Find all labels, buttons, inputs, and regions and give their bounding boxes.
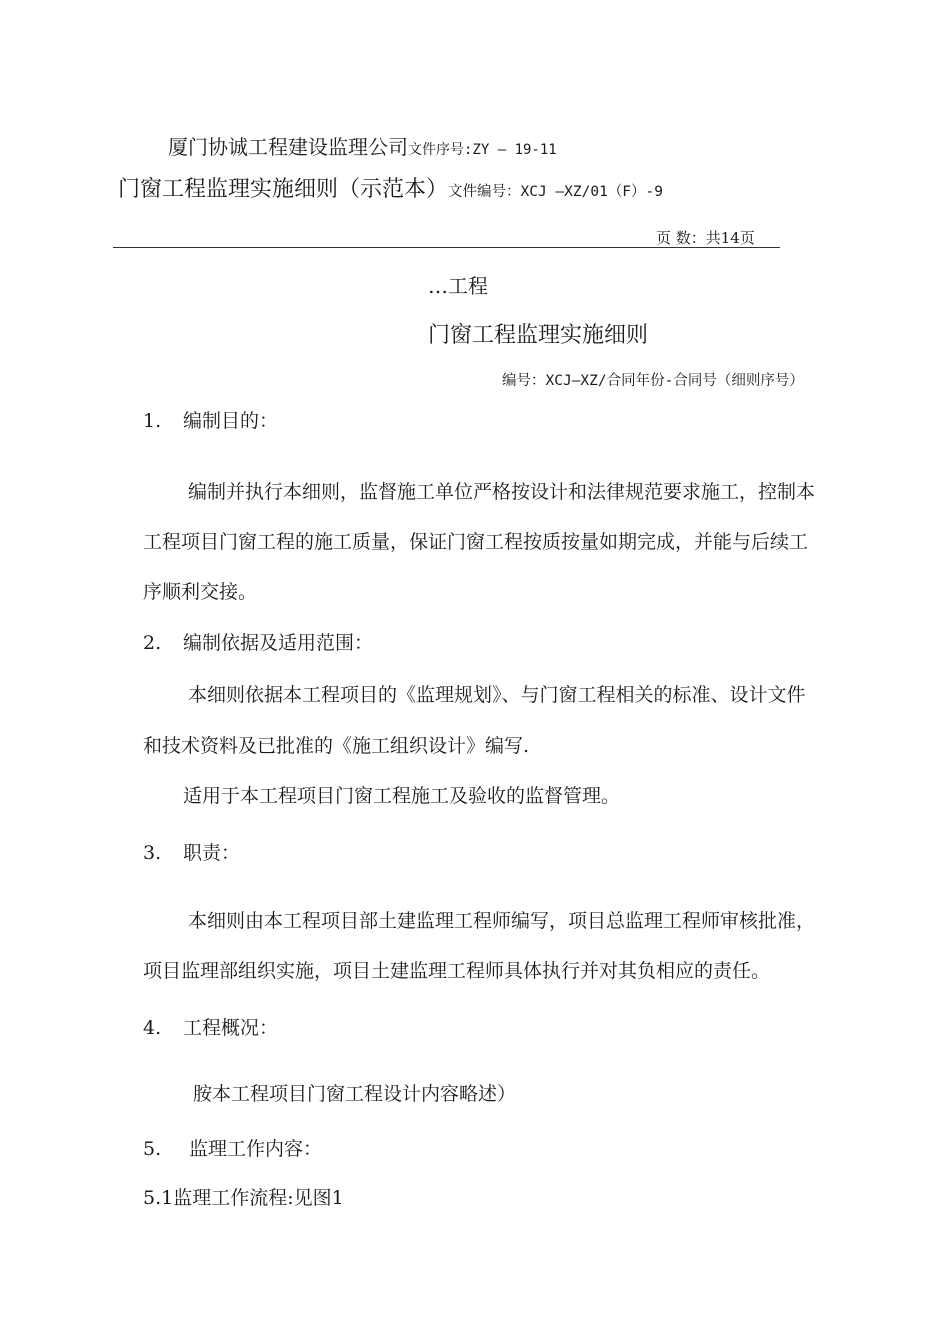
document-code: 编号：XCJ—XZ/合同年份-合同号（细则序号） (502, 373, 804, 389)
section-number: 4. (143, 1017, 162, 1039)
header-line-2 (118, 172, 663, 203)
page-count: 页 数：共14页 (656, 229, 755, 247)
company-name: 厦门协诚工程建设监理公司 (168, 135, 408, 159)
section-4-heading (143, 1013, 278, 1040)
file-sequence-number: 文件序号:ZY — 19-11 (408, 142, 557, 158)
section-2-paragraph-2: 适用于本工程项目门窗工程施工及验收的监督管理。 (183, 785, 621, 807)
section-title: 监理工作内容： (189, 1138, 323, 1160)
section-title: 职责： (183, 842, 241, 864)
section-number: 1. (143, 410, 162, 432)
section-2-paragraph-line-1: 本细则依据本工程项目的《监理规划》、与门窗工程相关的标准、设计文件 (188, 684, 806, 706)
section-5-heading (143, 1134, 322, 1161)
header-line-1 (168, 131, 557, 160)
section-1-paragraph-line-2: 工程项目门窗工程的施工质量，保证门窗工程按质按量如期完成，并能与后续工 (143, 531, 809, 553)
document-title-header: 门窗工程监理实施细则（示范本） (118, 177, 449, 202)
section-1-paragraph-line-1: 编制并执行本细则，监督施工单位严格按设计和法律规范要求施工，控制本 (188, 481, 816, 503)
section-number: 2. (143, 632, 162, 654)
section-number: 5. (143, 1138, 162, 1160)
section-1-heading (143, 406, 278, 433)
section-3-paragraph-line-2: 项目监理部组织实施，项目土建监理工程师具体执行并对其负相应的责任。 (143, 960, 771, 982)
section-2-heading (143, 628, 373, 655)
file-number: 文件编号：XCJ —XZ/01（F）-9 (448, 184, 664, 200)
document-title: 门窗工程监理实施细则 (428, 323, 649, 348)
header-divider (113, 247, 780, 248)
section-3-paragraph-line-1: 本细则由本工程项目部土建监理工程师编写，项目总监理工程师审核批准， (188, 910, 816, 932)
section-2-paragraph-line-2: 和技术资料及已批准的《施工组织设计》编写. (143, 735, 530, 757)
subsection-5-1: 5.1监理工作流程:见图1 (143, 1187, 344, 1209)
section-1-paragraph-line-3: 序顺利交接。 (143, 581, 258, 603)
project-name: …工程 (428, 274, 488, 298)
section-3-heading (143, 838, 240, 865)
section-4-paragraph: 胺本工程项目门窗工程设计内容略述） (193, 1083, 517, 1105)
section-title: 编制依据及适用范围： (183, 632, 374, 654)
section-title: 编制目的： (183, 410, 279, 432)
section-number: 3. (143, 842, 162, 864)
section-title: 工程概况： (183, 1017, 279, 1039)
